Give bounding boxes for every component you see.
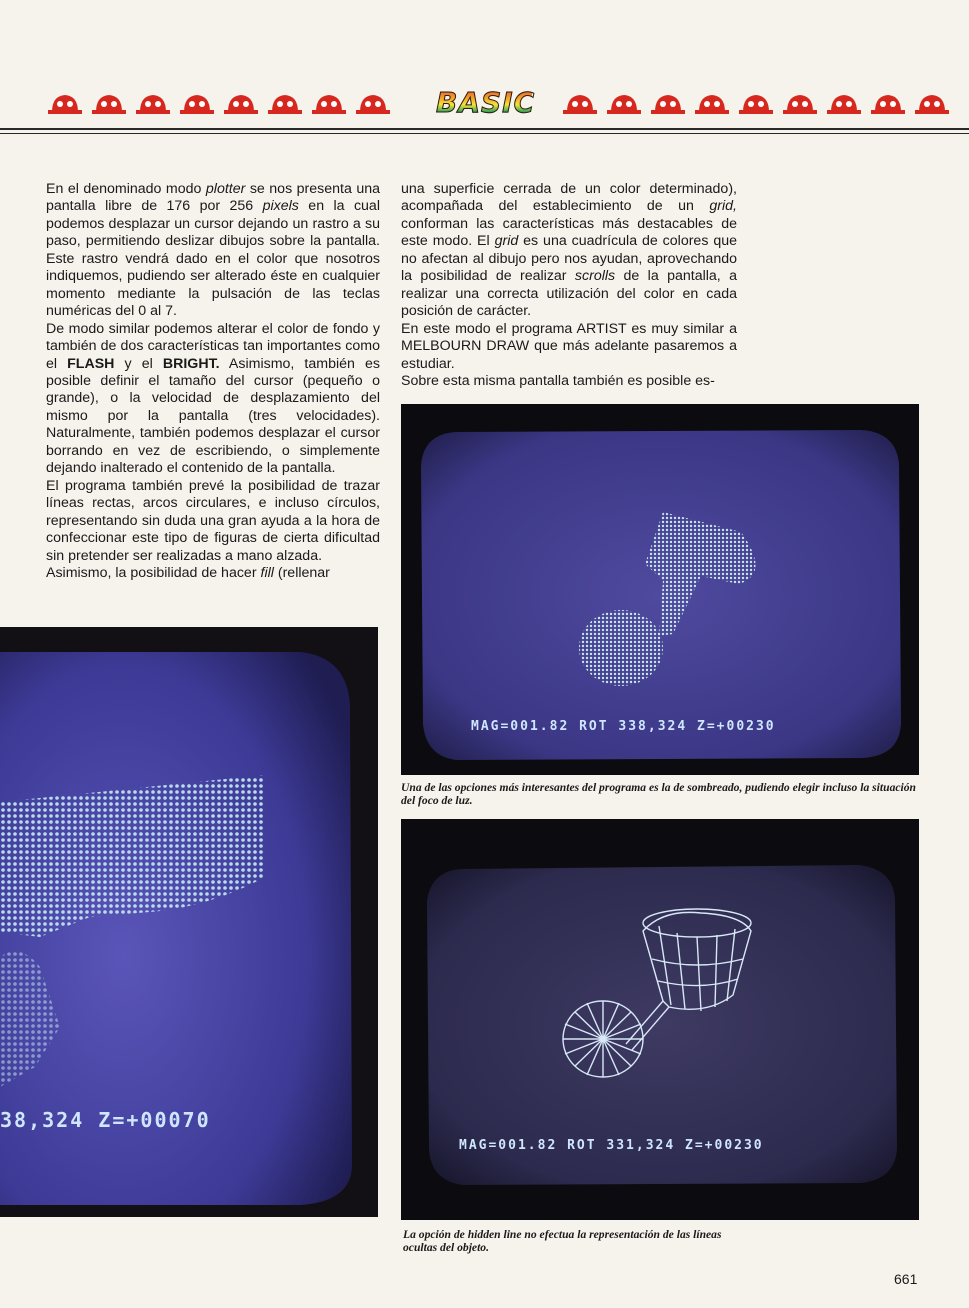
space-invader-mascot-icon: [781, 90, 819, 116]
screen-readout: MAG=001.82 ROT 331,324 Z=+00230: [459, 1138, 764, 1153]
caption-wireframe: La opción de hidden line no efectua la representación de las líneas ocultas del objeto.: [403, 1228, 722, 1254]
right-text-column: [401, 181, 737, 390]
text-run: de la pantalla, a realizar una correcta utilización del color en cada posición de carácter.: [401, 268, 738, 320]
page-number: 661: [894, 1271, 918, 1287]
space-invader-mascot-icon: [222, 90, 260, 116]
space-invader-mascot-icon: [266, 90, 304, 116]
space-invader-mascot-icon: [869, 90, 907, 116]
paragraph: [46, 181, 380, 321]
paragraph: En este modo el programa ARTIST es muy similar a MELBOURN DRAW que más adelante pasaremos a estudiar.: [401, 320, 737, 372]
space-invader-mascot-icon: [178, 90, 216, 116]
paragraph: [46, 321, 380, 478]
text-run: Asimismo, la posibilidad de hacer: [46, 564, 261, 581]
text-run: en la cual podemos desplazar un cursor dejando un rastro a su paso, permitiendo deslizar dibujos sobre la pantalla. Este rastro vendrá dado en el color que nosotros indiquemos, pudiendo ser alterado éste en cualquier momento mediante la pulsación de las teclas numéricas del 0 al 7.: [46, 198, 380, 320]
text-run-italic: scrolls: [574, 268, 616, 285]
paragraph: [401, 181, 737, 321]
screen-photo-shaded: [401, 404, 919, 775]
crt-screen-left: [0, 627, 378, 1217]
space-invader-mascot-icon: [913, 90, 951, 116]
text-run: De modo similar podemos alterar el color de fondo y también de dos características tan importantes como el: [46, 320, 380, 372]
space-invader-mascot-icon: [90, 90, 128, 116]
space-invader-mascot-icon: [354, 90, 392, 116]
space-invader-mascot-icon: [737, 90, 775, 116]
screen-photo-wireframe: [401, 819, 919, 1220]
screen-photo-left: [0, 627, 378, 1217]
text-run: una superficie cerrada de un color determinado), acompañada del establecimiento de un: [401, 181, 737, 215]
text-run-bold: FLASH: [67, 355, 115, 372]
space-invader-mascot-icon: [825, 90, 863, 116]
paragraph: El programa también prevé la posibilidad de trazar líneas rectas, arcos circulares, e incluso círculos, representando sin duda una gran ayuda a la hora de confeccionar este tipo de figuras de cierta dificultad sin pretender ser realizadas a mano alzada.: [46, 477, 380, 564]
screen-readout: MAG=001.82 ROT 338,324 Z=+00230: [471, 719, 776, 734]
text-run: y el: [114, 355, 163, 372]
mascot-row-right: [561, 90, 951, 116]
paragraph: Sobre esta misma pantalla también es posible es-: [401, 372, 715, 389]
header-rule-top: [0, 128, 969, 130]
text-run-italic: fill: [260, 564, 274, 581]
left-text-column: [46, 181, 380, 582]
text-run: (rellenar: [273, 564, 330, 581]
page-header: [0, 78, 969, 128]
space-invader-mascot-icon: [310, 90, 348, 116]
paragraph: [46, 565, 380, 582]
basic-logo: BASIC: [436, 86, 536, 119]
crt-screen-wireframe: [401, 819, 919, 1220]
text-run-italic: grid,: [709, 198, 737, 215]
text-run-italic: plotter: [205, 181, 246, 197]
crt-screen-shaded: [401, 404, 919, 775]
mascot-row-left: [46, 90, 392, 116]
text-run: En el denominado modo: [46, 181, 206, 197]
text-run: se nos presenta una pantalla libre de 176 por 256: [46, 181, 381, 215]
text-run: Asimismo, también es posible definir el tamaño del cursor (pequeño o grande), o la velocidad de desplazamiento del mismo por la pantalla (tres velocidades). Naturalmente, también podemos desplazar el cursor borrando en vez de escribiendo, o simplemente dejando inalterado el contenido de la pantalla.: [46, 355, 380, 477]
screen-readout: 38,324 Z=+00070: [0, 1108, 211, 1132]
header-rule-bottom: [0, 133, 969, 134]
space-invader-mascot-icon: [46, 90, 84, 116]
space-invader-mascot-icon: [134, 90, 172, 116]
text-run-italic: pixels: [262, 198, 299, 215]
text-run-italic: grid: [494, 233, 519, 250]
space-invader-mascot-icon: [649, 90, 687, 116]
space-invader-mascot-icon: [605, 90, 643, 116]
text-run: conforman las características más destacables de este modo. El: [401, 215, 737, 250]
text-run: es una cuadrícula de colores que no afectan al dibujo pero nos ayudan, aprovechando la posibilidad de realizar: [401, 233, 737, 285]
text-run-bold: BRIGHT.: [162, 355, 220, 372]
space-invader-mascot-icon: [693, 90, 731, 116]
caption-shaded: Una de las opciones más interesantes del programa es la de sombreado, pudiendo elegir incluso la situación del foco de luz.: [401, 781, 916, 807]
space-invader-mascot-icon: [561, 90, 599, 116]
